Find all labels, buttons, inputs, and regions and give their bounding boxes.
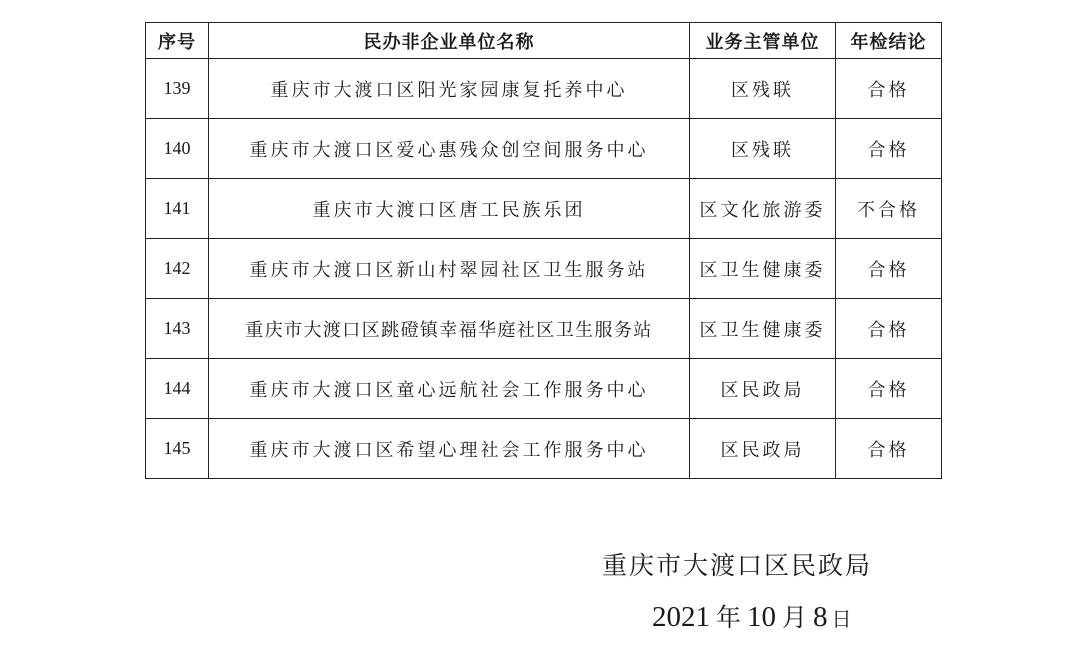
row-supervising-unit: 区民政局 (690, 419, 836, 479)
table-row (146, 359, 942, 419)
table-row (146, 179, 942, 239)
row-serial-number: 139 (146, 59, 209, 119)
table-row (146, 239, 942, 299)
issue-date-year-unit: 年 (716, 603, 742, 632)
row-inspection-result: 合格 (836, 419, 942, 479)
table-row (146, 419, 942, 479)
row-serial-number: 142 (146, 239, 209, 299)
header-organization-name: 民办非企业单位名称 (209, 23, 690, 59)
row-inspection-result: 合格 (836, 359, 942, 419)
row-serial-number: 140 (146, 119, 209, 179)
issue-date-day: 8 (813, 601, 828, 633)
row-inspection-result: 合格 (836, 239, 942, 299)
table-row (146, 59, 942, 119)
row-inspection-result: 合格 (836, 119, 942, 179)
table-header-row (146, 23, 942, 59)
table-row (146, 299, 942, 359)
row-organization-name: 重庆市大渡口区唐工民族乐团 (209, 179, 690, 239)
header-serial-number: 序号 (146, 23, 209, 59)
row-supervising-unit: 区残联 (690, 59, 836, 119)
inspection-results-table (145, 22, 942, 479)
row-organization-name: 重庆市大渡口区阳光家园康复托养中心 (209, 59, 690, 119)
row-serial-number: 143 (146, 299, 209, 359)
issue-date-year: 2021 (652, 601, 710, 633)
row-inspection-result: 不合格 (836, 179, 942, 239)
row-organization-name: 重庆市大渡口区新山村翠园社区卫生服务站 (209, 239, 690, 299)
row-supervising-unit: 区民政局 (690, 359, 836, 419)
issue-date-day-unit: 日 (831, 607, 852, 631)
issue-date (652, 598, 852, 634)
row-inspection-result: 合格 (836, 59, 942, 119)
row-supervising-unit: 区卫生健康委 (690, 239, 836, 299)
row-supervising-unit: 区文化旅游委 (690, 179, 836, 239)
row-supervising-unit: 区卫生健康委 (690, 299, 836, 359)
issuing-authority: 重庆市大渡口区民政局 (602, 551, 873, 580)
row-serial-number: 144 (146, 359, 209, 419)
issue-date-month-unit: 月 (782, 603, 808, 632)
row-organization-name: 重庆市大渡口区爱心惠残众创空间服务中心 (209, 119, 690, 179)
header-inspection-result: 年检结论 (836, 23, 942, 59)
row-organization-name: 重庆市大渡口区童心远航社会工作服务中心 (209, 359, 690, 419)
header-supervising-unit: 业务主管单位 (690, 23, 836, 59)
row-organization-name: 重庆市大渡口区希望心理社会工作服务中心 (209, 419, 690, 479)
table-row (146, 119, 942, 179)
row-serial-number: 145 (146, 419, 209, 479)
issue-date-month: 10 (747, 601, 777, 633)
row-supervising-unit: 区残联 (690, 119, 836, 179)
row-organization-name: 重庆市大渡口区跳磴镇幸福华庭社区卫生服务站 (209, 299, 690, 359)
row-serial-number: 141 (146, 179, 209, 239)
row-inspection-result: 合格 (836, 299, 942, 359)
